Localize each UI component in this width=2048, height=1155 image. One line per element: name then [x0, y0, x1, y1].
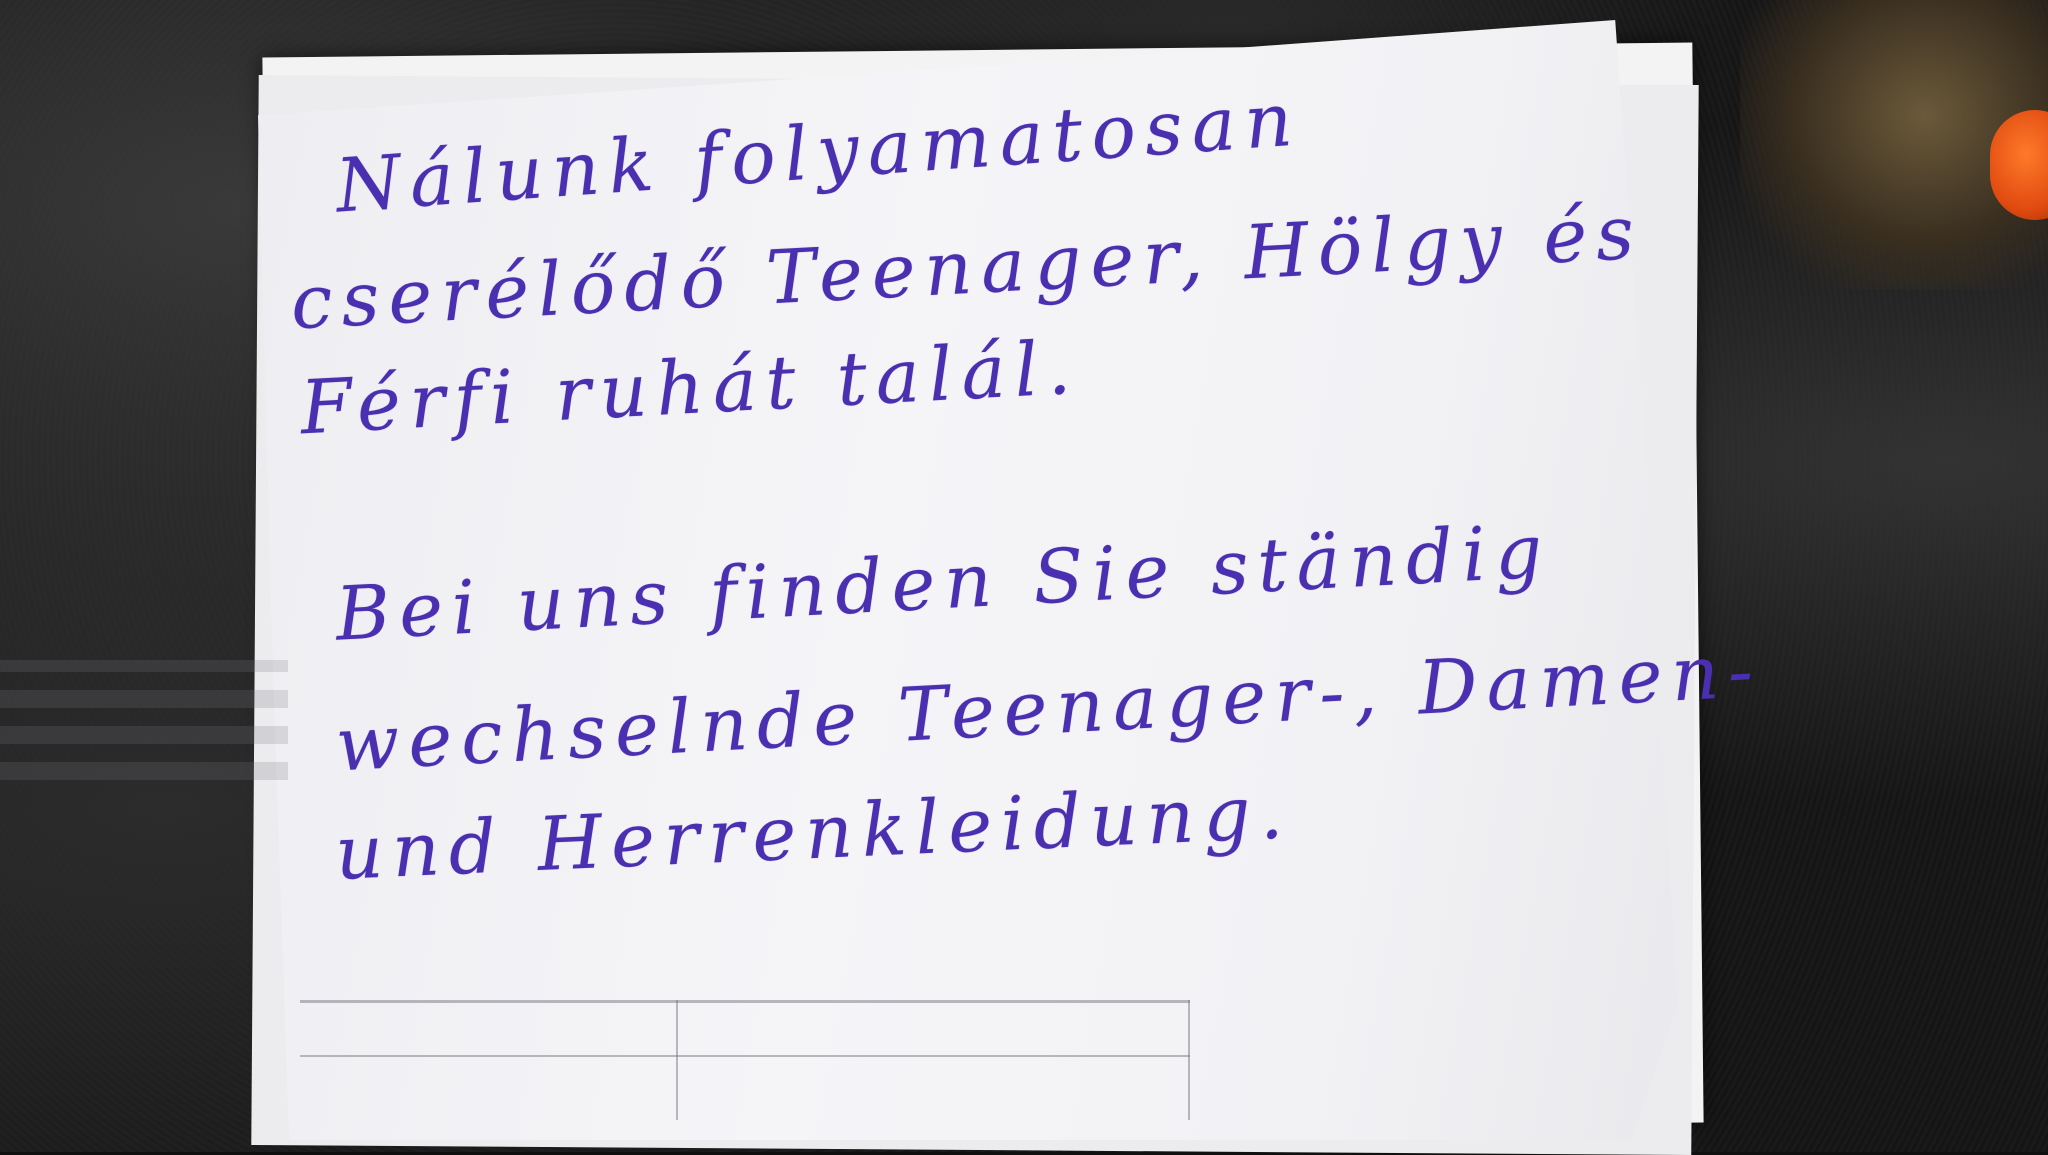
note-line-hu-1: Nálunk folyamatosan: [333, 76, 1304, 230]
form-box-right: [1188, 1000, 1190, 1120]
form-box-top: [300, 1000, 1190, 1003]
form-box-divider: [676, 1000, 678, 1120]
note-line-de-1: Bei uns finden Sie ständig: [333, 508, 1554, 658]
note-line-hu-3: Férfi ruhát talál.: [298, 324, 1082, 452]
form-box-bottom: [300, 1055, 1190, 1057]
note-line-de-3: und Herrenkleidung.: [333, 769, 1294, 897]
note-line-hu-2: cserélődő Teenager, Hölgy és: [288, 189, 1646, 347]
note-line-de-2: wechselnde Teenager-, Damen-: [333, 627, 1764, 789]
